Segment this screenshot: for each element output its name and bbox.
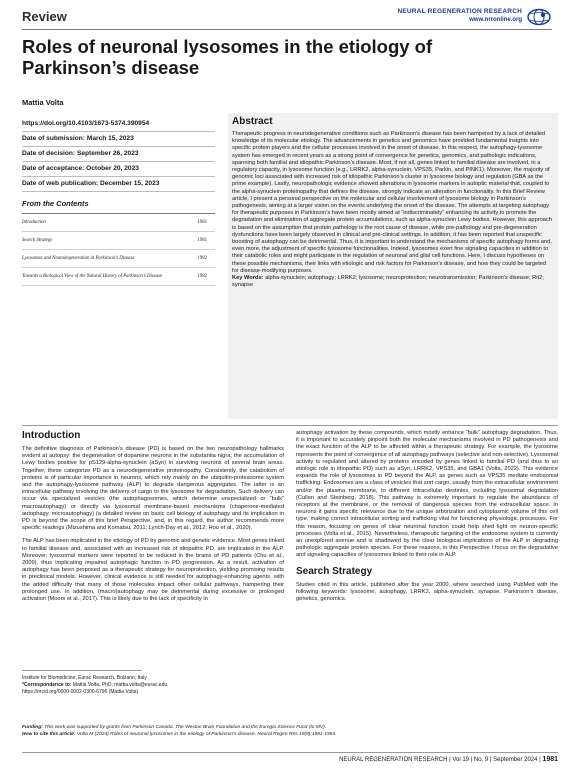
journal-name: NEURAL REGENERATION RESEARCH — [397, 8, 522, 15]
introduction-paragraph: autophagy activation by these compounds, which mostly enhance “bulk” autophagy degradation. Thus, it is important to accurately pinpoint both the molecular mechanisms involved in PD pathogenesis and the exact function of the ALP to be affected within a therapeutic strategy. For example, the lysosome represents the point of convergence of all autophagy pathways (selective and non-selective). Lysosomal activity is regulated and altered by proteins encoded by genes linked to familial PD (and thus to an etiologic role in idiopathic PD) such as aSyn, LRRK2, VPS35, and GBA1 (Volta, 2022). This evidence expands the role of lysosomes in PD beyond the ALP, as genes such as VPS35 mediate endosomal trafficking. Endosomes are a class of vesicles that sort cargo, usually from the extracellular environment and/or the plasma membrane, to different intracellular destinies, including lysosomal degradation (Cullen and Steinberg, 2018). This pathway is extremely important to regulate the abundance of receptors at the membrane, or the removal of dangerous species from the extracellular space. In neurons it gains specific relevance due to the unique arborization and cytoplasmic volume of this cell type, making correct intracellular sorting and trafficking vital for functioning physiologic processes. For this reason, focusing on genes of clear neuronal function could help shed light on neuron-specific processes (Volta et al., 2015). Nevertheless, therapeutic targeting of the endosome system is currently an unexplored avenue and is shadowed by the clear biological implications of the ALP in degrading pathologic aggregate protein species. For these reasons, in this Perspective I focus on the degradative and signaling capacities of lysosomes linked to their role in ALP. — [296, 430, 558, 559]
introduction-heading: Introduction — [22, 430, 81, 441]
citation-text: Volta M (2024) Roles of neuronal lysosomes in the etiology of Parkinson’s disease. Neural Regen Res 19(9):1981-1983. — [76, 732, 337, 737]
correspondence — [22, 682, 292, 689]
funding-text: This work was supported by grants from Parkinson Canada, The Weston Brain Foundation and the Euregio Science Fund (to MV). — [44, 725, 327, 730]
funding-block — [22, 724, 558, 738]
abstract-heading: Abstract — [232, 116, 273, 127]
footnote-rule — [22, 670, 142, 671]
page-number: 1981 — [542, 756, 558, 763]
contents-item-label: Lysosomes and Neurodegeneration in Parkinson’s Disease — [22, 256, 135, 261]
author-name: Mattia Volta — [22, 98, 64, 107]
contents-item-label: Towards a Biological View of the Natural History of Parkinson’s Disease — [22, 274, 163, 279]
abstract-body — [232, 131, 554, 289]
contents-item-introduction[interactable] — [22, 214, 215, 232]
contents-item-label: Introduction — [22, 220, 46, 225]
footer-journal-info: NEURAL REGENERATION RESEARCH | Vol 19 | No. 9 | September 2024 | — [339, 757, 541, 763]
abstract-text: Therapeutic progress in neurodegenerative conditions such as Parkinson’s disease has been hampered by a lack of detailed knowledge of its molecular etiology. The advancements in genetics and genomics have provided fundamental insights into specific protein players and the cellular processes involved in the onset of disease. In this respect, the autophagy-lysosome system has emerged in recent years as a strong point of convergence for genetics, genomics, and pathologic indications, spanning both familial and idiopathic Parkinson’s disease. Most, if not all, genes linked to familial disease are involved, in a regulatory capacity, in lysosome function (e.g., LRRK2, alpha-synuclein, VPS35, Parkin, and PINK1). Moreover, the majority of genomic loci associated with increased risk of idiopathic Parkinson’s cluster in lysosome biology and regulation (GBA as the prime example). Lastly, neuropathologic evidence showed alterations in lysosome markers in autoptic material that, coupled to the alpha-synuclein proteinopathy that defines the disease, strongly indicate an alteration in functionality. In this Brief Review article, I present a personal perspective on the molecular and cellular involvement of lysosome biology in Parkinson’s pathogenesis, aiming at a larger vision on the events underlying the onset of the disease. The attempts at targeting autophagy for therapeutic purposes in Parkinson’s have been mostly aimed at “indiscriminately” enhancing its activity to promote the degradation and elimination of aggregate protein accumulations, such as alpha-synuclein Lewy bodies. However, this approach is based on the assumption that protein pathology is the root cause of disease, while pre-pathology and pre-degeneration dysfunctions have been largely observed in clinical and pre-clinical settings. In addition, it has been reported that unspecific boosting of autophagy can be detrimental. Thus, it is important to understand the mechanisms of specific autophagy forms and, even more, the adjustment of specific lysosome functionalities. Indeed, lysosomes exert fine signaling capacities in addition to their catabolic roles and might participate in the regulation of neuronal and glial cell functions. Here, I discuss hypotheses on these possible mechanisms, their links with etiologic and risk factors for Parkinson’s disease, and how they could be targeted for disease-modifying purposes. — [232, 131, 552, 274]
body-column-right — [296, 430, 558, 609]
correspondence-label: *Correspondence to: — [22, 682, 72, 688]
contents-item-page: 1981 — [197, 238, 207, 243]
section-rule — [22, 425, 558, 426]
keywords-label: Key Words: — [232, 275, 264, 282]
footer-rule — [22, 752, 558, 753]
date-web-publication: Date of web publication: December 15, 2023 — [22, 177, 215, 192]
contents-item-search-strategy[interactable] — [22, 232, 215, 250]
article-meta — [22, 117, 215, 286]
date-acceptance: Date of acceptance: October 20, 2023 — [22, 162, 215, 177]
doi-link[interactable]: https://doi.org/10.4103/1673-5374.390954 — [22, 117, 215, 132]
correspondence-text[interactable]: Mattia Volta, PhD, mattia.volta@eurac.edu. — [72, 682, 169, 688]
journal-logo-icon — [526, 8, 552, 26]
contents-item-label: Search Strategy — [22, 238, 53, 243]
section-label: Review — [22, 9, 67, 24]
funding-line — [22, 724, 558, 731]
header-rule — [22, 29, 552, 30]
header-bar — [22, 8, 552, 28]
contents-item-page: 1982 — [197, 274, 207, 279]
contents-item-page: 1982 — [197, 256, 207, 261]
citation-label: How to cite this article: — [22, 732, 76, 737]
citation-line — [22, 731, 558, 738]
journal-url: www.nrronline.org — [469, 17, 522, 23]
contents-item-page: 1981 — [197, 220, 207, 225]
affiliation: Institute for Biomedicine, Eurac Research, Bolzano, Italy — [22, 675, 147, 681]
search-strategy-heading: Search Strategy — [296, 565, 373, 577]
search-strategy-paragraph: Studies cited in this article, published after the year 2000, where searched using PubMed with the following keywords: lysosome, autophagy, LRRK2, alpha-synuclein, synapse, Parkinson’s disease, genetics, genomics. — [296, 581, 558, 603]
date-submission: Date of submission: March 15, 2023 — [22, 132, 215, 147]
orcid-link[interactable]: https://orcid.org/0000-0002-0300-6796 (Mattia Volta) — [22, 689, 139, 695]
page-footer — [339, 756, 558, 763]
date-decision: Date of decision: September 26, 2023 — [22, 147, 215, 162]
article-title: Roles of neuronal lysosomes in the etiology of Parkinson’s disease — [22, 36, 433, 78]
body-column-left — [22, 430, 284, 609]
keywords-text: alpha-synuclein; autophagy; LRRK2; lysosome; neuroprotection; neurotransmission; Parkinson’s disease; Rit2; synapse — [232, 275, 544, 289]
contents-item-lysosomes[interactable] — [22, 250, 215, 268]
funding-label: Funding: — [22, 725, 43, 730]
contents-item-biological-view[interactable] — [22, 268, 215, 286]
introduction-paragraph: The definitive diagnosis of Parkinson’s disease (PD) is based on the two neuropathology hallmarks evident at autopsy: the degeneration of dopamine neurons in the substantia nigra; the accumulation of Lewy bodies positive for pS129-alpha-synuclein (aSyn) in surviving neurons of several brain areas. Together, these categorize PD as a neurodegenerative proteinopathy. Consistently, the catabolism of proteins is of particular importance in neurons, which rely mainly on the ubiquitin-proteasome system and the autophagy-lysosome pathway (ALP) to degrade dangerous aggregates. The latter is an intracellular pathway involving the delivery of cargo to the lysosome for degradation. Such delivery can occur via specialized vesicles (the autophagosomes, which determine unspecialized or “bulk” macroautophagy) or directly via lysosomal membrane-based mechanisms (chaperone-mediated autophagy, microautophagy) (a detailed review on basic cell biology of autophagy and its implication in PD is beyond the scope of this brief Perspective, and, in this regard, the author recommends more specific readings (Mizushima and Komatsu, 2011; Lynch-Day et al., 2012; Hou et al., 2020). — [22, 446, 284, 532]
footnote — [22, 675, 292, 696]
contents-heading: From the Contents — [22, 199, 89, 208]
introduction-paragraph: The ALP has been implicated in the etiology of PD by genomic and genetic evidence. Most genes linked to familial disease and, associated with an increased risk of idiopathic PD, are implicated in the ALP. Moreover, lysosomal markers were reported to be reduced in the brains of PD patients (Chu et al., 2009), thus implicating impaired autophagic function in PD progression. As a result, activation of autophagy has been proposed as a therapeutic strategy for neuroprotection, yielding promising results in preclinical models. However, clinical evidence is still needed for autophagy-enhancing agents, with the added difficulty that many of those molecules impact other cellular pathways, hampering their prolonged use. In addition, (macro)autophagy may be detrimental during excessive or prolonged activation (Moors et al., 2017). This is likely due to the lack of specificity in — [22, 538, 284, 603]
